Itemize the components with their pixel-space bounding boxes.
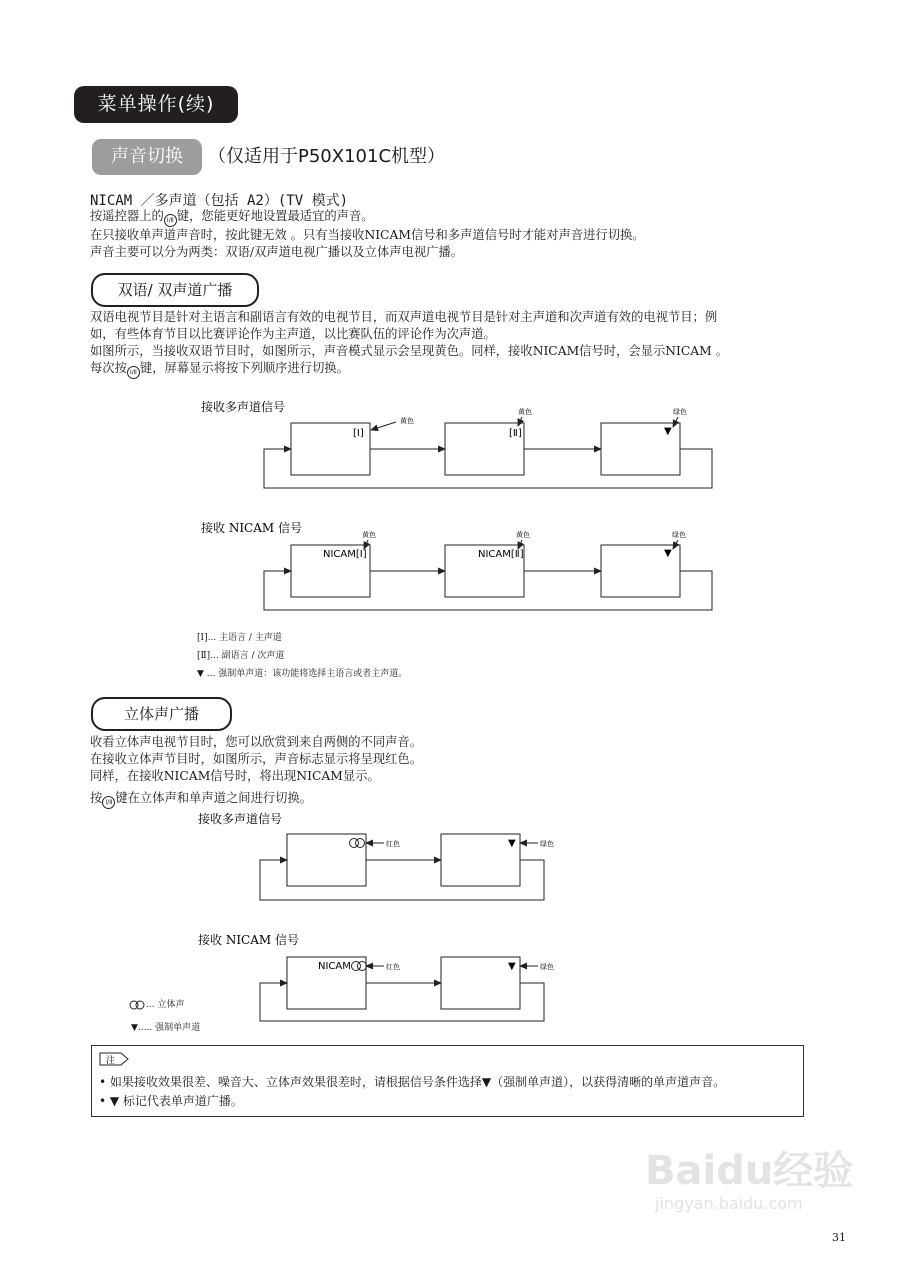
stereo-symbol-icon bbox=[352, 962, 367, 971]
bilingual-heading: 双语/ 双声道广播 bbox=[91, 273, 259, 307]
diagram-label: 接收多声道信号 bbox=[201, 400, 286, 414]
page-number: 31 bbox=[832, 1231, 846, 1244]
section-tab: 声音切换 bbox=[92, 139, 202, 175]
screen-indicator: [Ⅰ] bbox=[353, 428, 364, 439]
color-label: 红色 bbox=[386, 840, 400, 848]
section-subtitle: （仅适用于P50X101C机型） bbox=[208, 146, 446, 167]
mono-indicator: ▼ bbox=[508, 961, 516, 972]
color-label: 黄色 bbox=[516, 531, 530, 539]
page-title: 菜单操作(续) bbox=[74, 86, 238, 123]
color-label: 黄色 bbox=[400, 417, 414, 425]
screen-indicator: NICAM[Ⅱ] bbox=[478, 549, 524, 560]
intro-text: 按遥控器上的 Ⅰ/Ⅱ 键，您能更好地设置最适宜的声音。 在只接收单声道声音时，按此键无效 。只有当接收NICAM信号和多声道信号时才能对声音进行切换。 声音主要可以分为两类：双语/双声道电视广播以及立体声电视广播。 bbox=[90, 209, 645, 259]
svg-text:注: 注 bbox=[106, 1056, 116, 1066]
color-label: 红色 bbox=[386, 963, 400, 971]
bilingual-legend: [Ⅰ]... 主语言 / 主声道 [Ⅱ]... 副语言 / 次声道 ▼ ... 强制单声道：该功能将选择主语言或者主声道。 bbox=[197, 633, 408, 679]
color-label: 绿色 bbox=[540, 963, 554, 971]
note-item: • ▼ 标记代表单声道广播。 bbox=[99, 1094, 243, 1108]
diagram-label: 接收 NICAM 信号 bbox=[198, 933, 300, 947]
audio-key-icon: Ⅰ/Ⅱ bbox=[127, 366, 140, 379]
mono-indicator: ▼ bbox=[664, 426, 672, 437]
bilingual-text: 双语电视节目是针对主语言和副语言有效的电视节目，而双声道电视节目是针对主声道和次声道有效的电视节目；例 如，有些体育节目以比赛评论作为主声道，以比赛队伍的评论作为次声道。 如图所示，当接收双语节目时，如图所示，声音模式显示会呈现黄色。同样，接收NICAM信号时，会显示NICAM 。 每次按 Ⅰ/Ⅱ 键，屏幕显示将按下列顺序进行切换。 bbox=[90, 309, 810, 379]
note-item: • 如果接收效果很差、噪音大、立体声效果很差时，请根据信号条件选择▼（强制单声道），以获得清晰的单声道声音。 bbox=[99, 1075, 726, 1089]
screen-box bbox=[287, 834, 366, 886]
stereo-text: 收看立体声电视节目时，您可以欣赏到来自两侧的不同声音。 在接收立体声节目时，如图所示，声音标志显示将呈现红色。 同样，在接收NICAM信号时，将出现NICAM显示。 按 Ⅰ/Ⅱ 键在立体声和单声道之间进行切换。 bbox=[90, 734, 810, 809]
stereo-heading: 立体声广播 bbox=[91, 697, 232, 731]
stereo-symbol-icon bbox=[350, 839, 365, 848]
color-label: 黄色 bbox=[518, 408, 532, 416]
diagram-label: 接收 NICAM 信号 bbox=[201, 521, 303, 535]
screen-indicator: NICAM bbox=[318, 961, 351, 972]
audio-key-icon: Ⅰ/Ⅱ bbox=[164, 214, 177, 227]
note-tag-icon bbox=[99, 1052, 129, 1066]
mono-indicator: ▼ bbox=[508, 838, 516, 849]
note-list bbox=[99, 1073, 799, 1111]
color-label: 绿色 bbox=[672, 531, 686, 539]
diagram-label: 接收多声道信号 bbox=[198, 812, 283, 826]
color-label: 绿色 bbox=[540, 840, 554, 848]
stereo-legend-item: ▼..... 强制单声道 bbox=[131, 1023, 201, 1033]
nicam-heading: NICAM ／多声道（包括 A2）(TV 模式) bbox=[90, 193, 349, 209]
screen-indicator: [Ⅱ] bbox=[509, 428, 522, 439]
color-label: 黄色 bbox=[362, 531, 376, 539]
mono-indicator: ▼ bbox=[664, 548, 672, 559]
audio-key-icon: Ⅰ/Ⅱ bbox=[102, 796, 115, 809]
screen-indicator: NICAM[Ⅰ] bbox=[323, 549, 367, 560]
watermark: Baidu经验 jingyan.baidu.com bbox=[645, 1148, 854, 1213]
stereo-legend-item: ... 立体声 bbox=[146, 1000, 185, 1010]
stereo-symbol-icon bbox=[130, 1001, 144, 1009]
color-label: 绿色 bbox=[673, 408, 687, 416]
